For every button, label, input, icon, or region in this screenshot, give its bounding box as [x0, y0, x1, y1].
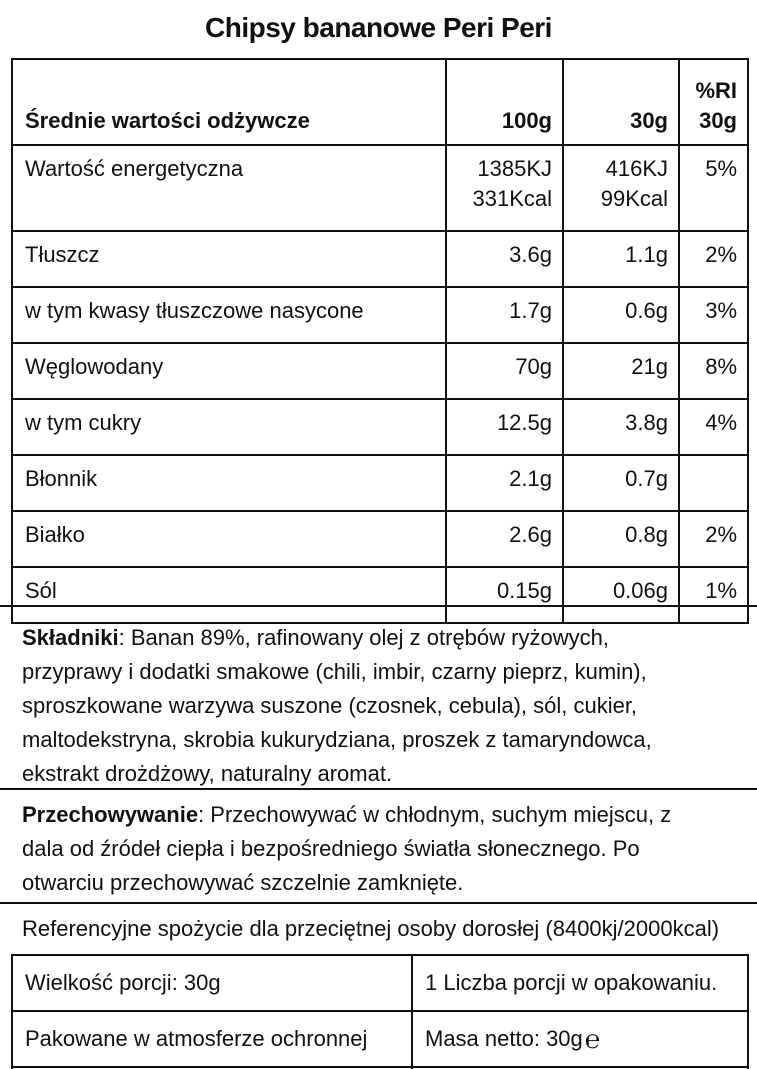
header-per30: 30g: [563, 59, 679, 145]
row-per30: 1.1g: [563, 231, 679, 287]
row-ri: 8%: [679, 343, 748, 399]
header-per100: 100g: [446, 59, 563, 145]
row-per100-kcal: 331Kcal: [472, 186, 552, 211]
product-title: Chipsy bananowe Peri Peri: [205, 12, 552, 43]
table-row: [12, 455, 748, 511]
row-per30: 0.7g: [563, 455, 679, 511]
table-row: [12, 145, 748, 231]
grid-row: [12, 1011, 748, 1067]
row-ri: 4%: [679, 399, 748, 455]
row-per100: 0.15g: [446, 567, 563, 623]
row-name: Wartość energetyczna: [12, 145, 446, 231]
ingredients-text: : Banan 89%, rafinowany olej z otrębów ryżowych,: [118, 625, 609, 650]
ingredients-line: maltodekstryna, skrobia kukurydziana, proszek z tamaryndowca,: [22, 727, 652, 752]
row-per30-kj: 416KJ: [605, 156, 668, 181]
net-mass: Masa netto: 30g: [425, 1026, 583, 1051]
row-name: Sól: [12, 567, 446, 623]
row-name: Tłuszcz: [12, 231, 446, 287]
storage-line: otwarciu przechowywać szczelnie zamknięte.: [22, 870, 464, 895]
row-ri: 5%: [679, 145, 748, 231]
table-row: [12, 231, 748, 287]
header-ri-label: %RI: [695, 78, 737, 103]
header-ri-portion: 30g: [699, 108, 737, 133]
row-per30: 0.6g: [563, 287, 679, 343]
row-name: Błonnik: [12, 455, 446, 511]
row-per100: 2.6g: [446, 511, 563, 567]
grid-row: [12, 955, 748, 1011]
ingredients-line: ekstrakt drożdżowy, naturalny aromat.: [22, 761, 393, 786]
row-name: w tym cukry: [12, 399, 446, 455]
row-ri: 2%: [679, 231, 748, 287]
portion-size: Wielkość porcji: 30g: [12, 955, 412, 1011]
row-per100: [446, 145, 563, 231]
row-name: w tym kwasy tłuszczowe nasycone: [12, 287, 446, 343]
row-ri: 3%: [679, 287, 748, 343]
storage-section: [0, 788, 757, 902]
storage-line: dala od źródeł ciepła i bezpośredniego światła słonecznego. Po: [22, 836, 640, 861]
row-per30: 3.8g: [563, 399, 679, 455]
ingredients-line: [22, 621, 735, 655]
ingredients-line: sproszkowane warzywa suszone (czosnek, cebula), sól, cukier,: [22, 693, 638, 718]
row-ri: 2%: [679, 511, 748, 567]
net-mass-cell: [412, 1011, 748, 1067]
table-row: [12, 343, 748, 399]
row-per100: 2.1g: [446, 455, 563, 511]
row-per100: 1.7g: [446, 287, 563, 343]
table-row: [12, 287, 748, 343]
row-per100: 3.6g: [446, 231, 563, 287]
storage-line: [22, 798, 735, 832]
header-ri: [679, 59, 748, 145]
ingredients-section: [0, 605, 757, 788]
row-ri: [679, 455, 748, 511]
row-per30-kcal: 99Kcal: [600, 186, 668, 211]
estimated-sign-icon: ℮: [584, 1024, 601, 1054]
table-row: [12, 511, 748, 567]
row-name: Węglowodany: [12, 343, 446, 399]
row-per30: 0.06g: [563, 567, 679, 623]
nutrition-table: [11, 58, 749, 624]
row-ri: 1%: [679, 567, 748, 623]
row-per100: 70g: [446, 343, 563, 399]
row-per100: 12.5g: [446, 399, 563, 455]
row-per100-kj: 1385KJ: [477, 156, 552, 181]
storage-text: : Przechowywać w chłodnym, suchym miejscu, z: [198, 802, 672, 827]
reference-intake-note: Referencyjne spożycie dla przeciętnej osoby dorosłej (8400kj/2000kcal): [0, 902, 757, 954]
row-per30: 0.8g: [563, 511, 679, 567]
ingredients-label: Składniki: [22, 625, 119, 650]
ingredients-line: przyprawy i dodatki smakowe (chili, imbir, czarny pieprz, kumin),: [22, 659, 647, 684]
row-per30: 21g: [563, 343, 679, 399]
nutrition-header-row: [12, 59, 748, 145]
portions-count: 1 Liczba porcji w opakowaniu.: [412, 955, 748, 1011]
storage-label: Przechowywanie: [22, 802, 199, 827]
packaging-note: Pakowane w atmosferze ochronnej: [12, 1011, 412, 1067]
table-row: [12, 399, 748, 455]
row-name: Białko: [12, 511, 446, 567]
row-per30: [563, 145, 679, 231]
header-name: Średnie wartości odżywcze: [12, 59, 446, 145]
package-info-grid: [11, 954, 749, 1069]
